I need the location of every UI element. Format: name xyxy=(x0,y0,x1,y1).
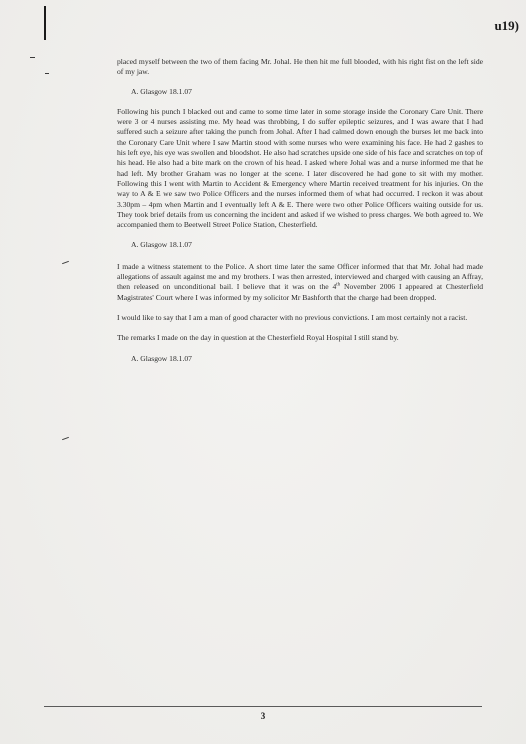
document-reference: u19) xyxy=(494,18,519,33)
footer-rule xyxy=(44,706,482,707)
signature-date: A. Glasgow 18.1.07 xyxy=(131,86,192,96)
paragraph xyxy=(117,262,483,303)
paragraph-text: I made a witness statement to the Police. A short time later the same Officer informed that that Mr. Johal had made allegations of assault against me and my brothers. I was then arrested, interviewed and charged with causing an Affray, then released on unconditional bail. I believe that it was on the 4 xyxy=(117,261,483,292)
paragraph: placed myself between the two of them facing Mr. Johal. He then hit me full blooded, with his right fist on the left side of my jaw. xyxy=(117,57,483,77)
ordinal-suffix: th xyxy=(336,282,341,288)
signature-date: A. Glasgow 18.1.07 xyxy=(131,353,192,363)
paragraph: I would like to say that I am a man of good character with no previous convictions. I am most certainly not a racist. xyxy=(117,312,468,322)
signature-date: A. Glasgow 18.1.07 xyxy=(131,240,192,250)
paragraph-text: November 2006 I appeared at Chesterfield Magistrates' Court where I was informed by my solicitor Mr Bashforth that the charge had been dropped. xyxy=(117,282,484,302)
scan-mark xyxy=(45,73,49,74)
paragraph: The remarks I made on the day in question at the Chesterfield Royal Hospital I still stand by. xyxy=(117,333,399,343)
scan-mark xyxy=(30,57,35,58)
scan-mark xyxy=(62,261,69,264)
paragraph: Following his punch I blacked out and came to some time later in some storage inside the Coronary Care Unit. There were 3 or 4 nurses assisting me. My head was throbbing, I do suffer epileptic seizures, and I was aware that I had suffered such a seizure after taking the punch from Johal. After I had calmed down enough the burses let me back into the Coronary Care Unit where I saw Martin stood with some nurses who were examining his face. He had 2 gashes to his left eye, his eye was swollen and bloodshot. He also had scratches upside one side of his face and scratches on top of his head. He also had a bite mark on the crown of his head. I asked where Johal was and a nurse informed me that he had left. My brother Graham was no longer at the scene. I later discovered he had gone to sit with my mother. Following this I went with Martin to Accident & Emergency where Martin received treatment for his injuries. On the way to A & E we saw two Police Officers and the nurses informed them of what had occurred. I reckon it was about 3.30pm – 4pm when Martin and I eventually left A & E. There were two other Police Officers waiting outside for us. They took brief details from us concerning the incident and asked if we wished to press charges. We both agreed to. We accompanied them to Beetwell Street Police Station, Chesterfield. xyxy=(117,106,483,230)
statement-body xyxy=(117,57,483,364)
page-number: 3 xyxy=(260,711,266,721)
binding-mark xyxy=(44,6,46,40)
scan-mark xyxy=(62,437,69,440)
